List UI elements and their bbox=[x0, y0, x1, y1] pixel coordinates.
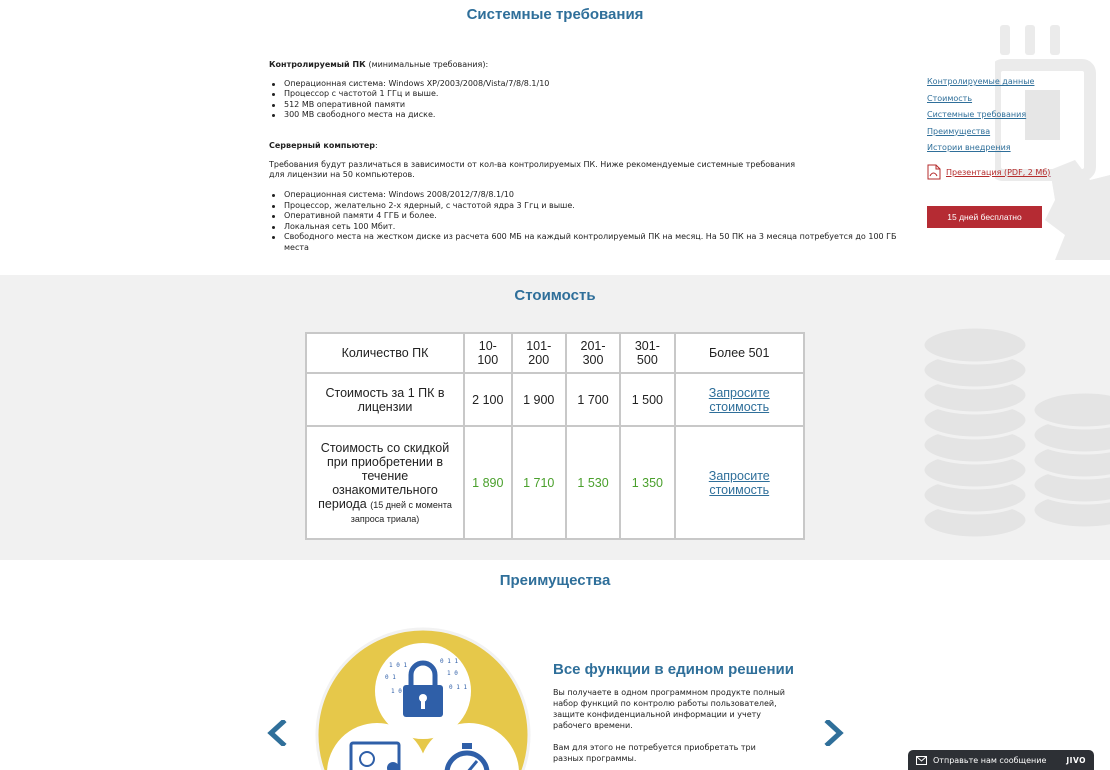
list-item: 300 MB свободного места на диске. bbox=[272, 110, 869, 121]
discount-price-cell: 1 890 bbox=[464, 426, 512, 539]
side-nav-link-controlled-data[interactable]: Контролируемые данные bbox=[927, 77, 1035, 86]
server-list bbox=[272, 190, 909, 254]
list-item: 512 MB оперативной памяти bbox=[272, 100, 869, 111]
price-cell: 1 500 bbox=[620, 373, 674, 426]
server-heading-suffix: : bbox=[375, 141, 378, 150]
list-item: Операционная система: Windows 2008/2012/7/8/8.1/10 bbox=[272, 190, 909, 201]
pricing-table bbox=[305, 332, 805, 540]
request-discount-price-link[interactable]: Запросите стоимость bbox=[708, 468, 770, 497]
presentation-pdf-link[interactable] bbox=[927, 164, 1050, 180]
discount-price-cell: 1 350 bbox=[620, 426, 674, 539]
server-heading-text: Серверный компьютер bbox=[269, 141, 376, 150]
svg-text:1 0 1: 1 0 1 bbox=[389, 662, 408, 669]
table-header-cell: 101-200 bbox=[512, 333, 566, 373]
svg-text:1 0: 1 0 bbox=[447, 670, 458, 677]
discount-price-cell: 1 710 bbox=[512, 426, 566, 539]
side-nav-link-system-requirements[interactable]: Системные требования bbox=[927, 110, 1027, 119]
svg-text:0 1 1: 0 1 1 bbox=[440, 658, 459, 665]
controlled-pc-list bbox=[272, 79, 869, 121]
list-item: Операционная система: Windows XP/2003/2008/Vista/7/8/8.1/10 bbox=[272, 79, 869, 90]
server-heading bbox=[269, 141, 809, 152]
table-header-cell: 201-300 bbox=[566, 333, 620, 373]
section-title-system-requirements: Системные требования bbox=[466, 6, 644, 23]
feature-paragraph: Вам для этого не потребуется приобретать три разных программы. bbox=[553, 743, 756, 763]
envelope-icon bbox=[916, 756, 927, 765]
side-nav-link-pricing[interactable]: Стоимость bbox=[927, 93, 973, 103]
pdf-file-icon bbox=[927, 164, 941, 180]
chat-widget[interactable] bbox=[908, 750, 1094, 770]
discount-row-label-cell bbox=[306, 426, 464, 539]
list-item: Локальная сеть 100 Мбит. bbox=[272, 222, 909, 233]
discount-row-label: Стоимость со скидкой при приобретении в течение ознакомительного периода bbox=[318, 440, 450, 511]
benefits-section bbox=[0, 560, 1110, 770]
svg-text:0 1 1: 0 1 1 bbox=[449, 684, 468, 691]
side-nav-link-case-studies[interactable]: Истории внедрения bbox=[927, 143, 1011, 152]
price-cell: 1 900 bbox=[512, 373, 566, 426]
server-intro: Требования будут различаться в зависимости от кол-ва контролируемых ПК. Ниже рекомендуемые системные требования для лицензии на 50 компьютеров. bbox=[269, 159, 796, 180]
controlled-pc-heading-text: Контролируемый ПК bbox=[269, 60, 366, 69]
table-header-cell: Количество ПК bbox=[306, 333, 464, 373]
price-cell: 1 700 bbox=[566, 373, 620, 426]
side-nav-link-benefits[interactable]: Преимущества bbox=[927, 126, 991, 136]
server-requirements-list-wrap bbox=[269, 190, 909, 254]
controlled-pc-requirements bbox=[269, 60, 869, 121]
all-in-one-illustration-icon bbox=[315, 623, 531, 770]
server-requirements bbox=[269, 141, 809, 181]
feature-title: Все функции в едином решении bbox=[553, 661, 794, 678]
free-trial-button[interactable]: 15 дней бесплатно bbox=[927, 206, 1042, 228]
price-row-label: Стоимость за 1 ПК в лицензии bbox=[306, 373, 464, 426]
table-header-cell: 10-100 bbox=[464, 333, 512, 373]
table-header-cell: Более 501 bbox=[675, 333, 804, 373]
discount-price-cell: 1 530 bbox=[566, 426, 620, 539]
price-cell: 2 100 bbox=[464, 373, 512, 426]
controlled-pc-heading-note: (минимальные требования): bbox=[368, 60, 489, 69]
svg-text:1 0: 1 0 bbox=[391, 688, 402, 695]
table-row bbox=[306, 426, 804, 539]
list-item: Свободного места на жестком диске из расчета 600 МБ на каждый контролируемый ПК на месяц. На 50 ПК на 3 месяца потребуется до 100 ГБ места bbox=[272, 232, 909, 253]
side-navigation bbox=[927, 76, 1087, 159]
request-price-link[interactable]: Запросите стоимость bbox=[708, 385, 770, 414]
table-row bbox=[306, 373, 804, 426]
list-item: Оперативной памяти 4 ГГБ и более. bbox=[272, 211, 909, 222]
coins-decoration-icon bbox=[920, 315, 1110, 545]
discount-row-note: (15 дней с момента запроса триала) bbox=[350, 499, 452, 524]
carousel-prev-arrow-icon[interactable] bbox=[265, 720, 287, 746]
request-price-cell bbox=[675, 373, 804, 426]
controlled-pc-heading bbox=[269, 60, 869, 71]
request-price-cell bbox=[675, 426, 804, 539]
section-title-benefits: Преимущества bbox=[499, 572, 611, 589]
presentation-pdf-label: Презентация (PDF, 2 Мб) bbox=[946, 167, 1051, 177]
pricing-section bbox=[0, 275, 1110, 560]
chat-widget-label: Отправьте нам сообщение bbox=[933, 755, 1047, 765]
system-requirements-section bbox=[0, 0, 1110, 275]
list-item: Процессор с частотой 1 ГГц и выше. bbox=[272, 89, 869, 100]
list-item: Процессор, желательно 2-х ядерный, с частотой ядра 3 Ггц и выше. bbox=[272, 201, 909, 212]
carousel-next-arrow-icon[interactable] bbox=[824, 720, 846, 746]
svg-text:0 1: 0 1 bbox=[385, 674, 396, 681]
chat-brand-logo: JIVO bbox=[1066, 755, 1086, 765]
feature-paragraph: Вы получаете в одном программном продукте полный набор функций по контролю работы пользователей, защите конфиденциальной информации и учету рабочего времени. bbox=[553, 688, 785, 730]
table-header-cell: 301-500 bbox=[620, 333, 674, 373]
section-title-pricing: Стоимость bbox=[514, 287, 596, 304]
feature-description bbox=[553, 687, 788, 764]
table-row bbox=[306, 333, 804, 373]
